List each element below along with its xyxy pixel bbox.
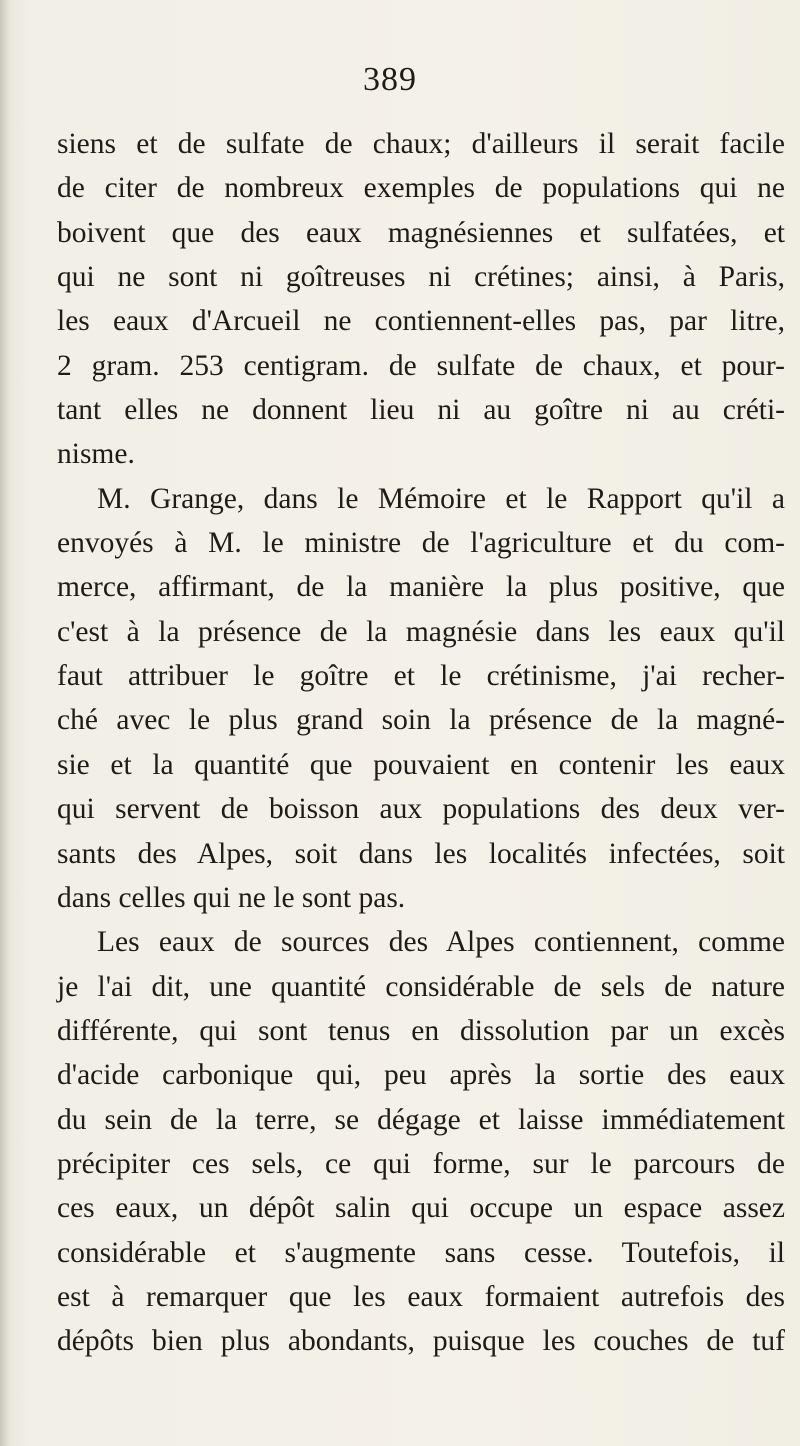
paragraph [57, 477, 785, 920]
text-line: sie et la quantité que pouvaient en contenir les eaux [57, 748, 785, 781]
page-number: 389 [363, 61, 417, 98]
text-line: dans celles qui ne le sont pas. [57, 881, 406, 914]
text-line: ces eaux, un dépôt salin qui occupe un espace assez [57, 1192, 785, 1225]
text-line: Les eaux de sources des Alpes contiennent, comme [97, 926, 785, 959]
paragraph [57, 920, 785, 1363]
text-line: de citer de nombreux exemples de populations qui ne [57, 172, 785, 205]
gutter-shadow [0, 0, 10, 1446]
text-line: considérable et s'augmente sans cesse. Toutefois, il [57, 1236, 785, 1269]
text-line: les eaux d'Arcueil ne contiennent-elles pas, par litre, [57, 305, 785, 338]
text-line: précipiter ces sels, ce qui forme, sur le parcours de [57, 1147, 785, 1180]
paragraph [57, 122, 785, 477]
text-line: faut attribuer le goître et le crétinisme, j'ai recher- [57, 660, 785, 693]
text-line: boivent que des eaux magnésiennes et sulfatées, et [57, 216, 785, 249]
text-line: d'acide carbonique qui, peu après la sortie des eaux [57, 1059, 785, 1092]
body-text [57, 122, 785, 1364]
text-line: envoyés à M. le ministre de l'agriculture et du com- [57, 527, 785, 560]
text-line: tant elles ne donnent lieu ni au goître ni au créti- [57, 394, 785, 427]
text-line: du sein de la terre, se dégage et laisse immédiatement [57, 1103, 785, 1136]
text-line: qui ne sont ni goîtreuses ni crétines; ainsi, à Paris, [57, 261, 785, 294]
text-line: M. Grange, dans le Mémoire et le Rapport qu'il a [97, 482, 785, 515]
text-line: sants des Alpes, soit dans les localités infectées, soit [57, 837, 785, 870]
text-line: nisme. [57, 438, 135, 471]
text-line: siens et de sulfate de chaux; d'ailleurs il serait facile [57, 128, 785, 160]
text-line: merce, affirmant, de la manière la plus positive, que [57, 571, 785, 604]
text-line: dépôts bien plus abondants, puisque les couches de tuf [57, 1325, 785, 1358]
text-line: différente, qui sont tenus en dissolution par un excès [57, 1014, 785, 1047]
text-line: ché avec le plus grand soin la présence de la magné- [57, 704, 785, 737]
text-line: c'est à la présence de la magnésie dans les eaux qu'il [57, 615, 785, 648]
text-line: 2 gram. 253 centigram. de sulfate de chaux, et pour- [57, 349, 785, 382]
text-line: je l'ai dit, une quantité considérable de sels de nature [57, 970, 785, 1003]
text-line: qui servent de boisson aux populations des deux ver- [57, 793, 785, 826]
text-line: est à remarquer que les eaux formaient autrefois des [57, 1280, 785, 1313]
